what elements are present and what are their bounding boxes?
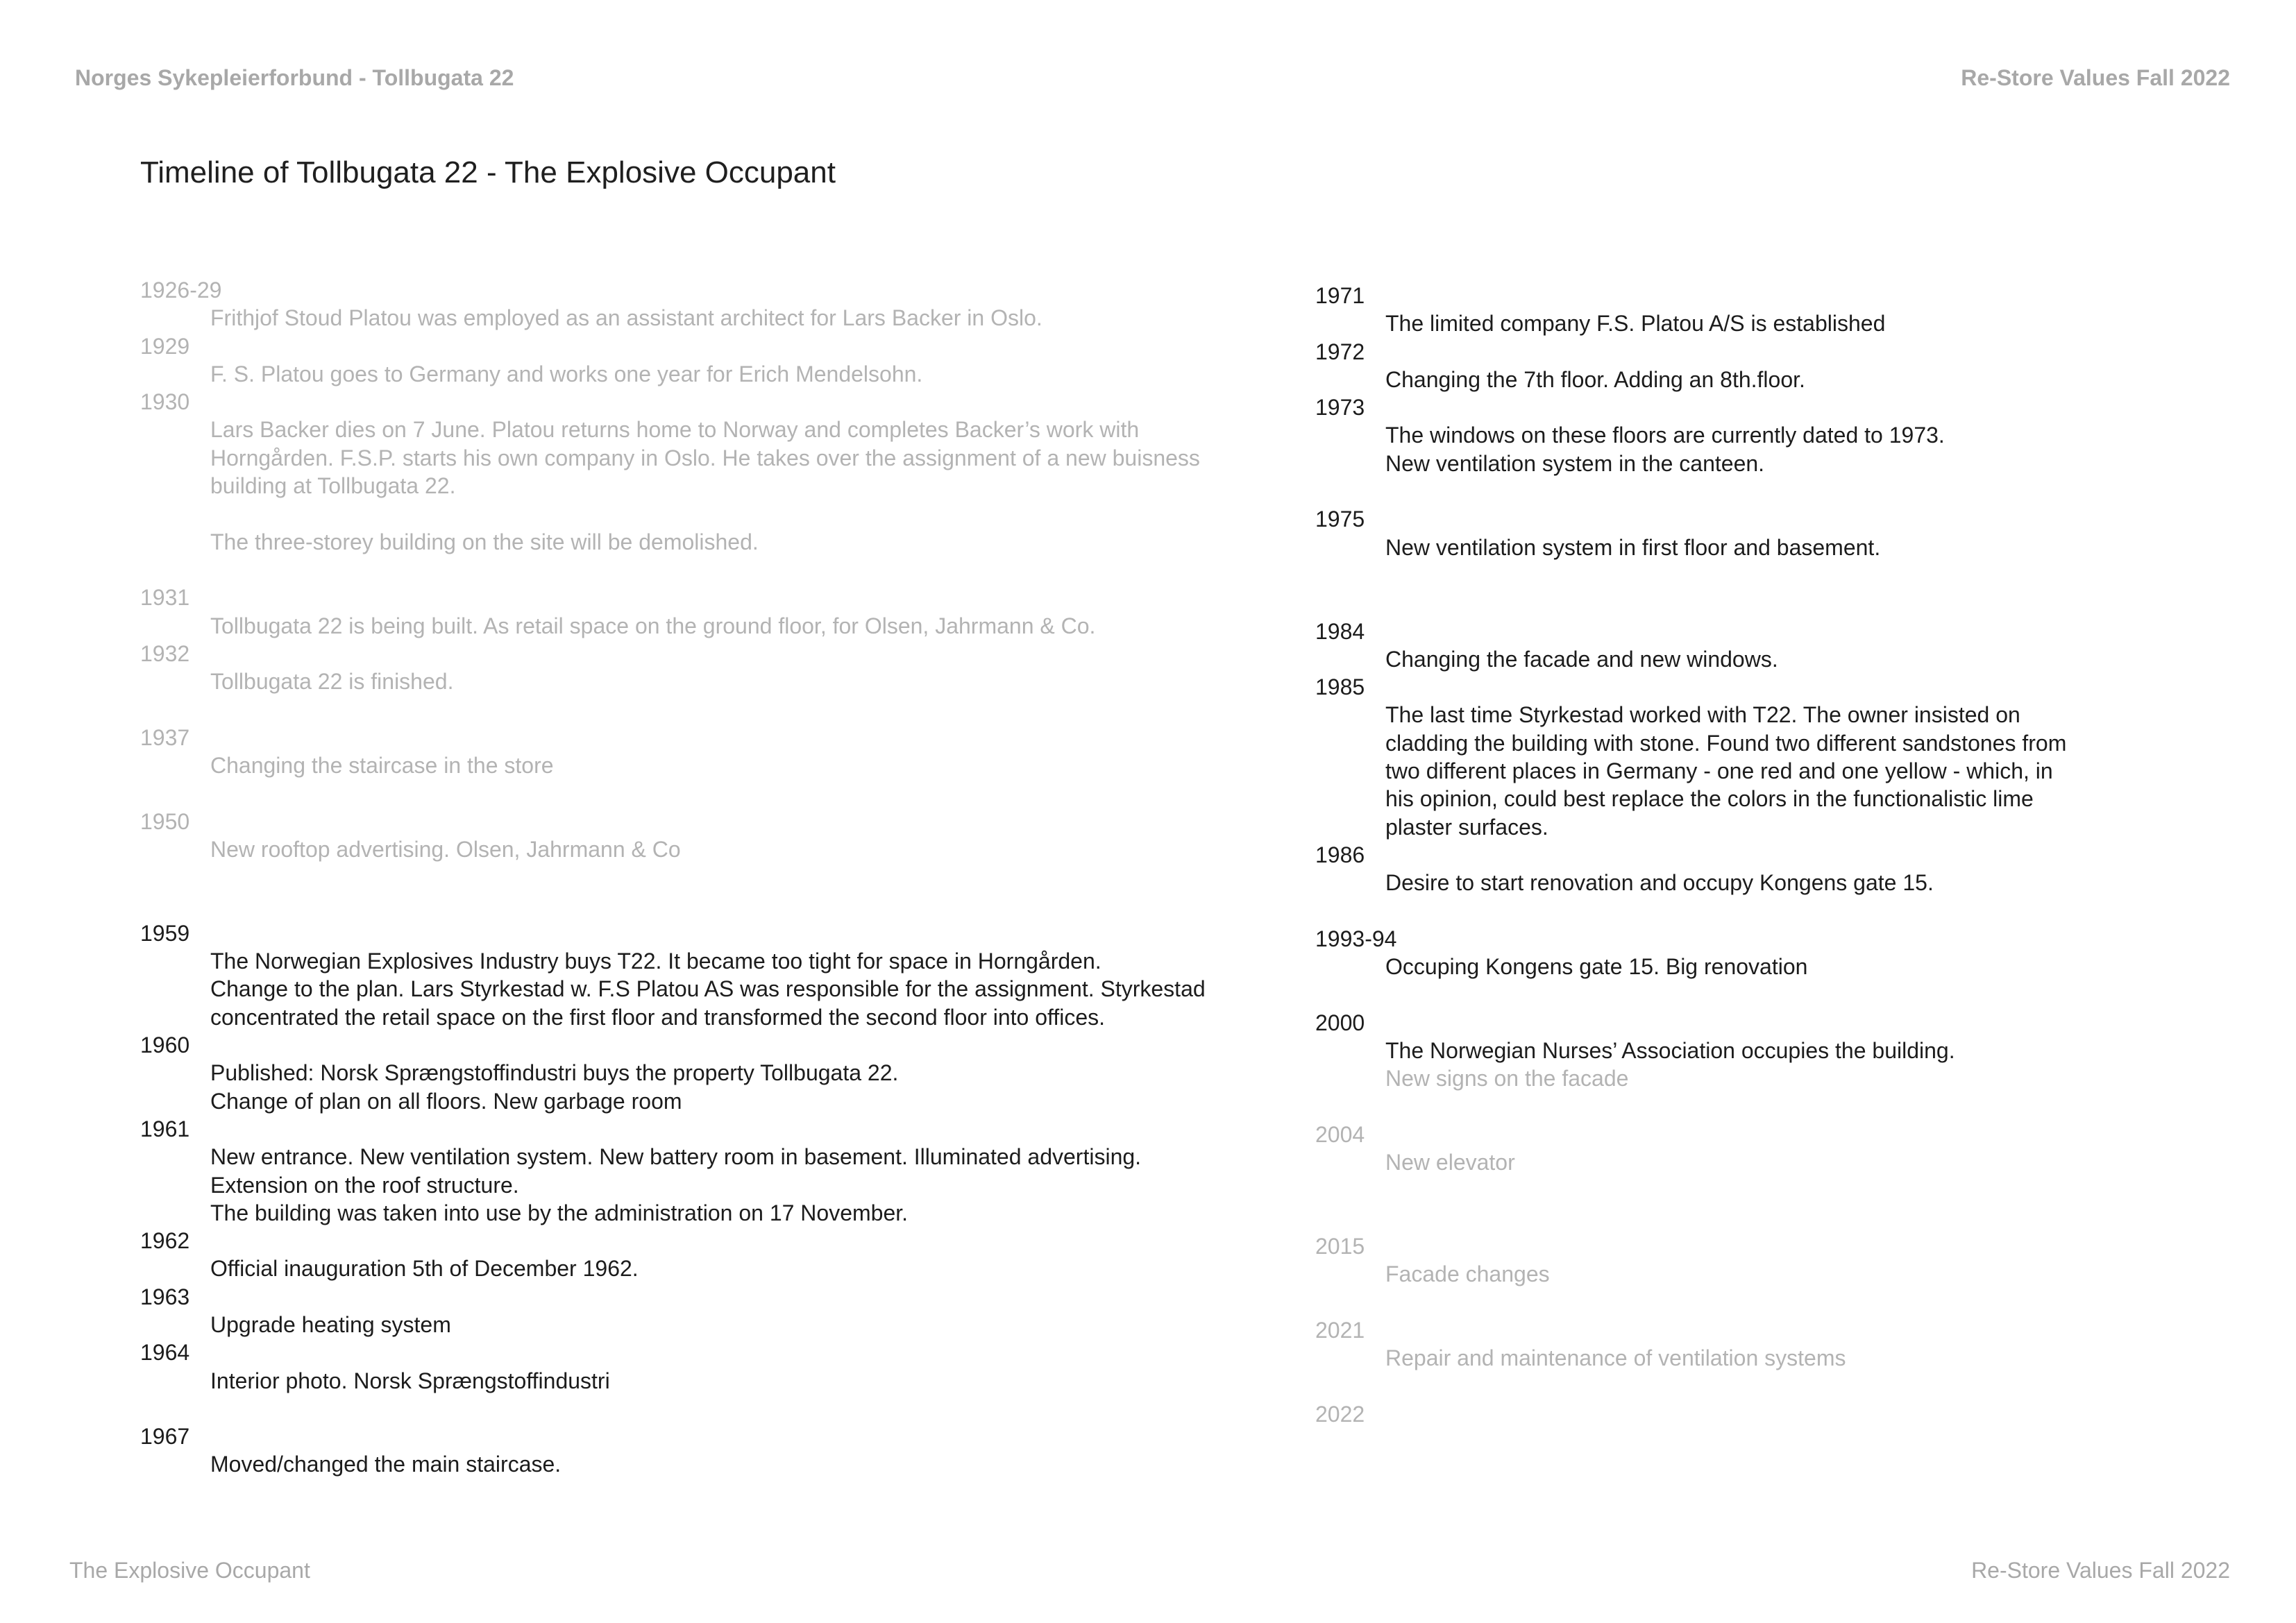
timeline-text: New elevator	[1385, 1150, 1515, 1175]
timeline-entry	[1315, 1400, 2120, 1428]
timeline-year: 1973	[1315, 395, 1365, 420]
timeline-year: 1972	[1315, 339, 1365, 364]
footer-right-text: Re-Store Values Fall 2022	[1971, 1558, 2230, 1583]
timeline-entry	[140, 1115, 1251, 1227]
timeline-text: The Norwegian Explosives Industry buys T22. It became too tight for space in Horngården.	[210, 949, 1101, 974]
timeline-text: The three-storey building on the site will be demolished.	[210, 529, 759, 554]
timeline-text: Frithjof Stoud Platou was employed as an assistant architect for Lars Backer in Oslo.	[210, 305, 1043, 331]
timeline-text: The limited company F.S. Platou A/S is established	[1385, 311, 1886, 337]
timeline-text: building at Tollbugata 22.	[210, 473, 456, 499]
timeline-entry	[140, 388, 1251, 556]
timeline-year: 1993-94	[1315, 926, 1397, 951]
timeline-text: New ventilation system in the canteen.	[1385, 450, 1765, 476]
timeline-year: 1967	[140, 1424, 190, 1450]
timeline-entry	[1315, 505, 2120, 561]
timeline-entry	[140, 640, 1251, 696]
timeline-entry	[1315, 673, 2120, 841]
timeline-year: 2015	[1315, 1234, 1365, 1259]
timeline-text: Lars Backer dies on 7 June. Platou returns home to Norway and completes Backer’s work with	[210, 417, 1140, 443]
timeline-year: 1986	[1315, 842, 1365, 867]
timeline-year: 1930	[140, 389, 190, 415]
timeline-text: Changing the 7th floor. Adding an 8th.floor.	[1385, 366, 1805, 392]
timeline-left-column	[140, 276, 1251, 1479]
timeline-entry	[140, 724, 1251, 780]
timeline-text: cladding the building with stone. Found two different sandstones from	[1385, 730, 2067, 756]
timeline-entry	[1315, 1009, 2120, 1093]
timeline-year: 1931	[140, 585, 190, 611]
timeline-text: Horngården. F.S.P. starts his own company in Oslo. He takes over the assignment of a new buisness	[210, 445, 1200, 470]
timeline-text: Tollbugata 22 is finished.	[210, 669, 454, 695]
timeline-right-column	[1315, 282, 2120, 1428]
timeline-year: 1960	[140, 1033, 190, 1058]
header-left-text: Norges Sykepleierforbund - Tollbugata 22	[75, 65, 514, 90]
timeline-entry	[1315, 1316, 2120, 1373]
timeline-entry	[1315, 841, 2120, 897]
timeline-entry	[1315, 618, 2120, 674]
page-title: Timeline of Tollbugata 22 - The Explosive Occupant	[140, 155, 836, 189]
timeline-year: 1950	[140, 808, 190, 834]
timeline-text: Extension on the roof structure.	[210, 1172, 519, 1198]
timeline-entry	[1315, 925, 2120, 981]
timeline-year: 1959	[140, 920, 190, 946]
timeline-year: 1961	[140, 1116, 190, 1141]
timeline-year: 1964	[140, 1340, 190, 1366]
timeline-text: New signs on the facade	[1385, 1066, 1629, 1091]
timeline-entry	[140, 1227, 1251, 1283]
timeline-entry	[140, 1031, 1251, 1115]
timeline-entry	[140, 808, 1251, 864]
timeline-text: Published: Norsk Sprængstoffindustri buys the property Tollbugata 22.	[210, 1060, 899, 1086]
timeline-entry	[140, 1339, 1251, 1395]
timeline-year: 2022	[1315, 1401, 1365, 1427]
timeline-text: Change of plan on all floors. New garbage room	[210, 1088, 682, 1114]
timeline-text: concentrated the retail space on the first floor and transformed the second floor into offices.	[210, 1004, 1106, 1030]
timeline-text: Changing the facade and new windows.	[1385, 646, 1778, 672]
timeline-text: plaster surfaces.	[1385, 814, 1548, 840]
timeline-year: 2000	[1315, 1010, 1365, 1035]
timeline-entry	[140, 1283, 1251, 1339]
timeline-text: New ventilation system in first floor and basement.	[1385, 534, 1881, 560]
timeline-year: 1937	[140, 724, 190, 750]
timeline-year: 1975	[1315, 507, 1365, 532]
timeline-text: New entrance. New ventilation system. New battery room in basement. Illuminated advertising.	[210, 1144, 1142, 1170]
spacer	[140, 500, 1251, 527]
timeline-year: 1963	[140, 1284, 190, 1309]
timeline-entry	[1315, 338, 2120, 394]
timeline-year: 1985	[1315, 674, 1365, 700]
timeline-entry	[1315, 282, 2120, 338]
timeline-entry	[140, 584, 1251, 640]
timeline-text: his opinion, could best replace the colors in the functionalistic lime	[1385, 786, 2034, 812]
timeline-text: Tollbugata 22 is being built. As retail space on the ground floor, for Olsen, Jahrmann & Co.	[210, 613, 1096, 638]
timeline-entry	[1315, 393, 2120, 477]
timeline-text: Official inauguration 5th of December 1962.	[210, 1256, 639, 1282]
timeline-entry	[140, 332, 1251, 389]
timeline-text: Change to the plan. Lars Styrkestad w. F.S Platou AS was responsible for the assignment. Styrkestad	[210, 976, 1206, 1002]
timeline-text: The Norwegian Nurses’ Association occupies the building.	[1385, 1038, 1955, 1064]
timeline-entry	[1315, 1232, 2120, 1289]
timeline-text: The windows on these floors are currently dated to 1973.	[1385, 423, 1945, 448]
timeline-entry	[140, 919, 1251, 1031]
timeline-text: Changing the staircase in the store	[210, 753, 554, 779]
timeline-text: Repair and maintenance of ventilation systems	[1385, 1345, 1846, 1371]
header-right-text: Re-Store Values Fall 2022	[1961, 65, 2230, 90]
timeline-year: 1984	[1315, 618, 1365, 644]
timeline-entry	[1315, 1121, 2120, 1177]
timeline-year: 2004	[1315, 1121, 1365, 1147]
timeline-text: Occuping Kongens gate 15. Big renovation	[1385, 954, 1808, 980]
timeline-entry	[140, 276, 1251, 332]
timeline-text: New rooftop advertising. Olsen, Jahrmann & Co	[210, 836, 681, 862]
timeline-year: 1926-29	[140, 278, 222, 303]
timeline-text: Upgrade heating system	[210, 1311, 451, 1337]
timeline-text: The last time Styrkestad worked with T22. The owner insisted on	[1385, 702, 2020, 728]
timeline-text: Desire to start renovation and occupy Kongens gate 15.	[1385, 870, 1934, 896]
timeline-text: F. S. Platou goes to Germany and works one year for Erich Mendelsohn.	[210, 361, 923, 386]
timeline-year: 1971	[1315, 283, 1365, 308]
timeline-year: 1962	[140, 1228, 190, 1254]
timeline-text: two different places in Germany - one red and one yellow - which, in	[1385, 758, 2053, 784]
timeline-year: 1932	[140, 640, 190, 666]
timeline-year: 1929	[140, 333, 190, 359]
timeline-text: Moved/changed the main staircase.	[210, 1452, 562, 1477]
timeline-entry	[140, 1422, 1251, 1479]
timeline-year: 2021	[1315, 1317, 1365, 1343]
timeline-text: The building was taken into use by the administration on 17 November.	[210, 1200, 909, 1225]
timeline-text: Facade changes	[1385, 1261, 1550, 1287]
timeline-text: Interior photo. Norsk Sprængstoffindustri	[210, 1368, 610, 1393]
footer-left-text: The Explosive Occupant	[69, 1558, 310, 1583]
